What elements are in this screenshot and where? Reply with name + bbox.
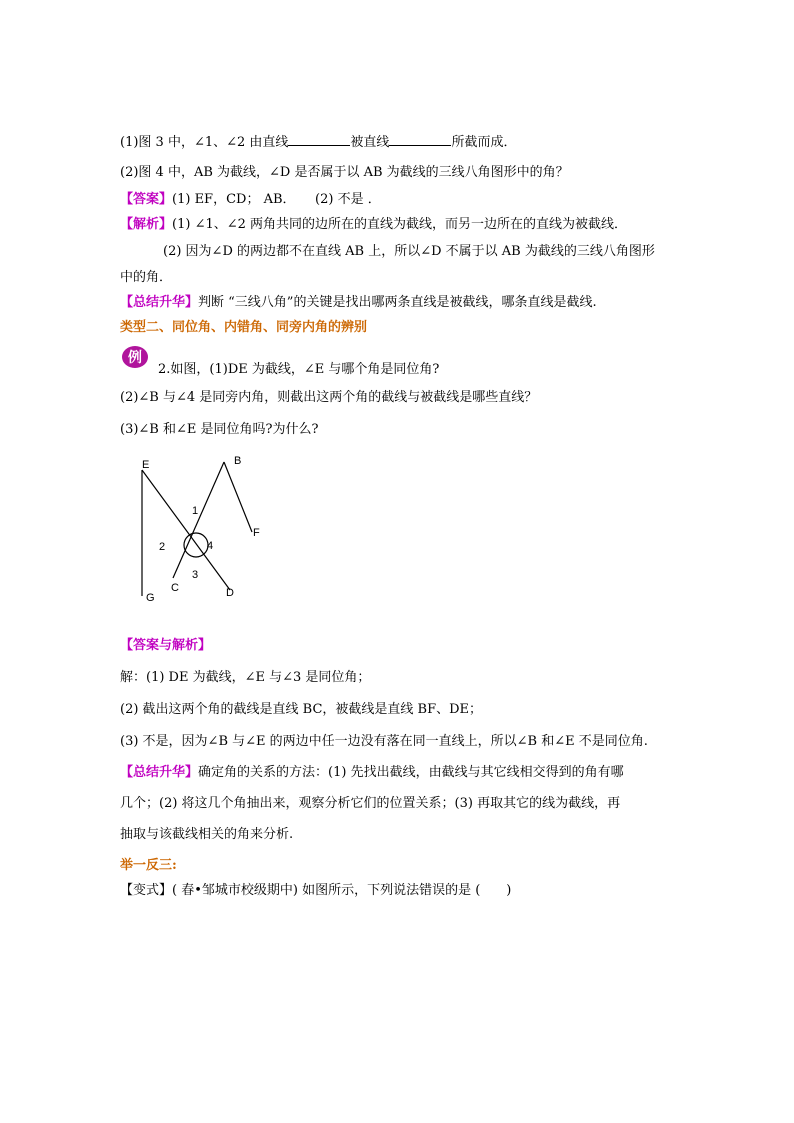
label-B: B bbox=[234, 455, 242, 467]
summary-text: 判断 “三线八角”的关键是找出哪两条直线是被截线，哪条直线是截线. bbox=[198, 295, 597, 310]
q1-part1-text-b: 被直线 bbox=[350, 135, 390, 150]
type2-heading: 类型二、同位角、内错角、同旁内角的辨别 bbox=[120, 320, 368, 335]
analysis-text-3: 中的角． bbox=[120, 270, 173, 285]
analysis-text-2: (2) 因为∠D 的两边都不在直线 AB 上，所以∠D 不属于以 AB 为截线的三线八角图形 bbox=[163, 244, 655, 259]
label-1: 1 bbox=[192, 505, 199, 517]
line-BF bbox=[224, 462, 252, 532]
q1-part1-text-a: (1)图 3 中，∠1、∠2 由直线 bbox=[120, 135, 289, 150]
example-line-3: (3)∠B 和∠E 是同位角吗?为什么? bbox=[120, 422, 319, 437]
label-E: E bbox=[142, 459, 150, 471]
summary2-line-1 bbox=[120, 764, 624, 782]
answer-label: 【答案】 bbox=[120, 192, 173, 207]
label-2: 2 bbox=[159, 541, 166, 553]
practice-heading: 举一反三: bbox=[120, 858, 177, 873]
q1-part2: (2)图 4 中，AB 为截线，∠D 是否属于以 AB 为截线的三线八角图形中的角？ bbox=[120, 165, 569, 180]
geometry-figure bbox=[128, 448, 268, 608]
answer2-line-3: (3) 不是，因为∠B 与∠E 的两边中任一边没有落在同一直线上，所以∠B 和∠E 不是同位角. bbox=[120, 734, 648, 749]
answer2-line-2: (2) 截出这两个角的截线是直线 BC，被截线是直线 BF、DE； bbox=[120, 702, 483, 717]
answer2-line-1: 解：(1) DE 为截线，∠E 与∠3 是同位角； bbox=[120, 670, 371, 685]
answer2-heading: 【答案与解析】 bbox=[120, 638, 212, 653]
answer-text: (1) EF，CD； AB． (2) 不是 ． bbox=[172, 192, 381, 207]
label-3: 3 bbox=[192, 569, 199, 581]
label-F: F bbox=[253, 527, 260, 539]
example-icon bbox=[120, 344, 150, 370]
q1-blank-1 bbox=[288, 133, 350, 146]
q1-answer bbox=[120, 191, 381, 209]
summary2-line-3: 抽取与该截线相关的角来分析. bbox=[120, 827, 294, 842]
label-D: D bbox=[226, 587, 234, 599]
line-CB bbox=[173, 462, 224, 578]
practice-variant: 【变式】( 春•邹城市校级期中) 如图所示，下列说法错误的是 ( ) bbox=[120, 883, 512, 898]
label-C: C bbox=[171, 582, 179, 594]
summary2-text-1: 确定角的关系的方法：(1) 先找出截线，由截线与其它线相交得到的角有哪 bbox=[198, 765, 624, 780]
summary-label: 【总结升华】 bbox=[120, 295, 199, 310]
q1-summary bbox=[120, 294, 597, 312]
line-ED bbox=[142, 470, 230, 590]
summary2-label: 【总结升华】 bbox=[120, 765, 199, 780]
analysis-text-1: (1) ∠1、∠2 两角共同的边所在的直线为截线，而另一边所在的直线为被截线． bbox=[172, 217, 628, 232]
q1-part1 bbox=[120, 133, 516, 152]
analysis-label: 【解析】 bbox=[120, 217, 173, 232]
label-G: G bbox=[146, 592, 155, 604]
summary2-line-2: 几个；(2) 将这几个角抽出来，观察分析它们的位置关系；(3) 再取其它的线为截线，再 bbox=[120, 796, 621, 811]
example-line-1: 2.如图，(1)DE 为截线，∠E 与哪个角是同位角? bbox=[158, 362, 440, 377]
q1-analysis bbox=[120, 216, 627, 234]
q1-blank-2 bbox=[389, 133, 451, 146]
example-icon-char: 例 bbox=[128, 350, 142, 366]
q1-part1-text-c: 所截而成． bbox=[451, 135, 517, 150]
example-line-2: (2)∠B 与∠4 是同旁内角，则截出这两个角的截线与被截线是哪些直线？ bbox=[120, 390, 538, 405]
label-4: 4 bbox=[207, 540, 214, 552]
